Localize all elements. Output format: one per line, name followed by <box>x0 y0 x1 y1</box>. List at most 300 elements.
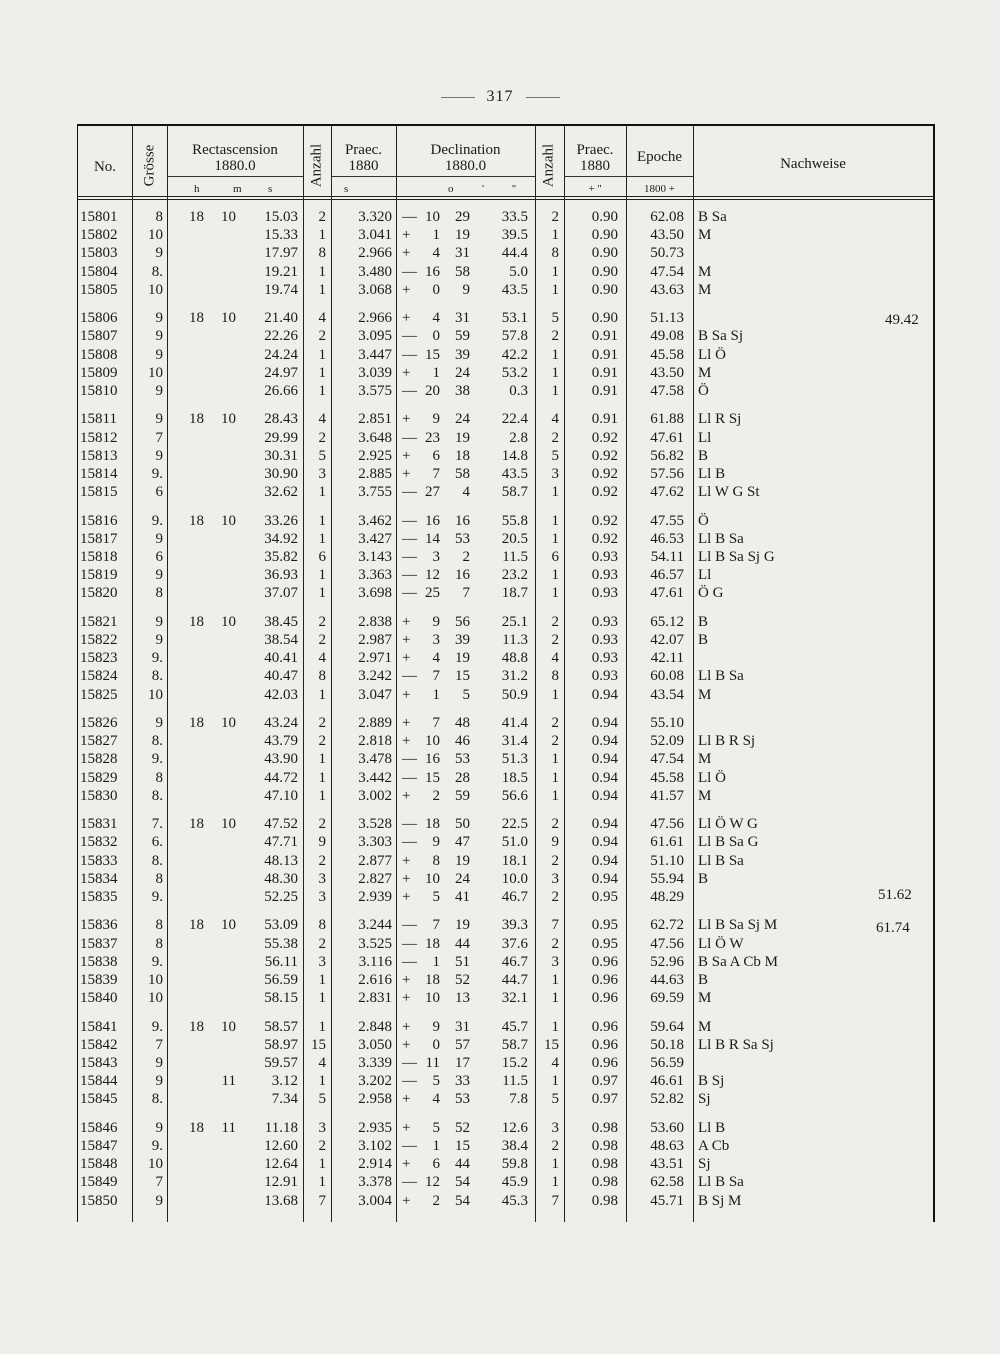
ra-precession: 3.478 <box>358 751 392 768</box>
star-number: 15836 <box>80 917 118 934</box>
ra-seconds: 40.41 <box>264 650 298 667</box>
decl-count: 3 <box>551 466 559 482</box>
epoch: 48.29 <box>650 889 684 905</box>
star-number: 15822 <box>80 632 118 648</box>
references: M <box>698 990 712 1007</box>
ra-seconds: 32.62 <box>264 484 298 501</box>
ra-precession: 3.363 <box>358 567 392 584</box>
magnitude: 9 <box>155 1073 163 1090</box>
decl-arcsec: 22.5 <box>501 816 528 833</box>
decl-count: 2 <box>551 816 559 833</box>
epoch: 69.59 <box>650 990 684 1007</box>
references: Ll Ö W <box>698 935 744 952</box>
magnitude: 9 <box>155 411 163 428</box>
epoch: 47.61 <box>650 585 684 602</box>
ra-count: 2 <box>318 816 326 833</box>
decl-precession: 0.90 <box>591 310 618 327</box>
decl-arcmin: 56 <box>455 613 470 630</box>
decl-arcmin: 44 <box>455 1156 470 1173</box>
decl-sign: — <box>402 917 417 934</box>
star-number: 15839 <box>80 972 118 988</box>
decl-degrees: 18 <box>425 816 440 833</box>
decl-count: 1 <box>551 1174 559 1191</box>
decl-degrees: 4 <box>432 650 440 667</box>
decl-arcmin: 31 <box>455 310 470 327</box>
decl-arcsec: 56.6 <box>501 787 528 804</box>
decl-precession: 0.93 <box>591 549 618 565</box>
decl-precession: 0.92 <box>591 484 618 501</box>
header-anzahl: Anzahl <box>308 143 325 188</box>
star-number: 15811 <box>80 411 117 428</box>
decl-degrees: 15 <box>425 346 440 363</box>
epoch: 45.71 <box>650 1192 684 1209</box>
epoch: 47.54 <box>650 751 684 768</box>
magnitude: 10 <box>148 227 163 244</box>
ra-count: 8 <box>318 917 326 934</box>
decl-arcmin: 24 <box>455 411 470 428</box>
ra-seconds: 3.12 <box>271 1073 298 1090</box>
decl-arcmin: 19 <box>455 429 470 446</box>
ra-seconds: 28.43 <box>264 411 298 428</box>
header-epoche: Epoche <box>637 149 682 165</box>
ra-count: 8 <box>318 668 326 685</box>
decl-arcsec: 2.8 <box>509 429 528 446</box>
ra-minutes: 11 <box>221 1119 236 1136</box>
decl-degrees: 5 <box>432 889 440 905</box>
star-number: 15844 <box>80 1073 118 1090</box>
epoch: 53.60 <box>650 1119 684 1136</box>
references: B <box>698 870 709 887</box>
ra-hours: 18 <box>189 1018 204 1035</box>
decl-count: 2 <box>551 209 559 225</box>
decl-degrees: 8 <box>432 852 440 869</box>
decl-arcsec: 58.7 <box>501 484 528 501</box>
decl-arcsec: 18.7 <box>501 585 528 602</box>
ra-count: 2 <box>318 1138 326 1154</box>
decl-arcsec: 37.6 <box>501 935 528 952</box>
epoch: 52.82 <box>650 1091 684 1108</box>
ra-seconds: 19.21 <box>264 263 298 280</box>
header-no: No. <box>93 159 117 175</box>
header-praec-2: Praec. <box>576 142 614 158</box>
decl-arcmin: 4 <box>462 484 470 501</box>
ra-precession: 3.041 <box>358 227 392 244</box>
ra-seconds: 56.11 <box>264 953 298 970</box>
decl-arcsec: 31.2 <box>501 668 528 685</box>
margin-note: 61.74 <box>876 920 910 936</box>
decl-arcsec: 45.9 <box>501 1174 528 1191</box>
decl-count: 4 <box>551 411 559 428</box>
decl-arcmin: 33 <box>455 1073 470 1090</box>
decl-arcsec: 11.5 <box>502 1073 528 1090</box>
references: Ll B <box>698 466 726 482</box>
ra-seconds: 56.59 <box>264 972 298 988</box>
decl-sign: — <box>402 484 417 501</box>
magnitude: 7 <box>155 1174 163 1191</box>
decl-degrees: 7 <box>432 715 440 731</box>
epoch: 48.63 <box>650 1138 684 1154</box>
decl-count: 2 <box>551 852 559 869</box>
decl-sign: + <box>402 889 411 905</box>
ra-seconds: 58.57 <box>264 1018 298 1035</box>
references: B <box>698 972 709 988</box>
decl-degrees: 18 <box>425 935 440 952</box>
references: Ö <box>698 383 709 399</box>
decl-count: 8 <box>551 245 559 262</box>
star-number: 15814 <box>80 466 118 482</box>
decl-arcmin: 28 <box>455 769 470 786</box>
references: B Sa A Cb M <box>698 953 779 970</box>
decl-degrees: 2 <box>432 787 440 804</box>
star-number: 15819 <box>80 567 118 584</box>
decl-precession: 0.92 <box>591 447 618 464</box>
decl-sign: — <box>402 668 417 685</box>
epoch: 47.58 <box>650 383 684 399</box>
ra-count: 1 <box>318 1174 326 1191</box>
references: Ll B Sa <box>698 530 744 547</box>
ra-seconds: 15.33 <box>264 227 298 244</box>
magnitude: 9. <box>151 1018 163 1035</box>
epoch: 56.59 <box>650 1055 684 1071</box>
unit-arcsec: '' <box>512 183 516 195</box>
ra-count: 4 <box>318 411 326 428</box>
epoch: 62.08 <box>650 209 684 225</box>
decl-arcmin: 58 <box>455 466 470 482</box>
star-number: 15820 <box>80 585 118 602</box>
decl-precession: 0.91 <box>591 411 618 428</box>
margin-note: 51.62 <box>878 887 912 903</box>
decl-precession: 0.94 <box>591 787 618 804</box>
decl-arcmin: 39 <box>455 632 470 648</box>
star-number: 15808 <box>80 346 118 363</box>
ra-seconds: 29.99 <box>264 429 298 446</box>
decl-arcmin: 59 <box>455 787 470 804</box>
ra-count: 1 <box>318 346 326 363</box>
decl-sign: — <box>402 328 417 345</box>
decl-precession: 0.95 <box>591 889 618 905</box>
ra-seconds: 12.60 <box>264 1138 298 1154</box>
unit-m: m <box>233 183 242 195</box>
decl-count: 2 <box>551 429 559 446</box>
unit-praec-2: + '' <box>588 183 602 195</box>
ra-precession: 2.966 <box>358 245 392 262</box>
star-number: 15837 <box>80 935 118 952</box>
decl-arcsec: 23.2 <box>501 567 528 584</box>
ra-seconds: 52.25 <box>264 889 298 905</box>
decl-precession: 0.92 <box>591 530 618 547</box>
decl-arcmin: 2 <box>462 549 470 565</box>
decl-count: 2 <box>551 889 559 905</box>
ra-precession: 2.935 <box>358 1119 392 1136</box>
ra-count: 5 <box>318 447 326 464</box>
star-number: 15835 <box>80 889 118 905</box>
ra-seconds: 38.54 <box>264 632 298 648</box>
decl-sign: + <box>402 245 411 262</box>
references: Ll Ö <box>698 346 726 363</box>
ra-precession: 2.971 <box>358 650 392 667</box>
header-rectascension: Rectascension <box>192 142 278 158</box>
references: Ll R Sj <box>698 411 742 428</box>
epoch: 43.54 <box>650 686 684 703</box>
decl-precession: 0.98 <box>591 1138 618 1154</box>
ra-hours: 18 <box>189 411 204 428</box>
decl-count: 4 <box>551 650 559 667</box>
decl-degrees: 16 <box>425 512 440 529</box>
decl-precession: 0.92 <box>591 512 618 529</box>
references: M <box>698 1018 712 1035</box>
decl-arcsec: 43.5 <box>501 281 528 298</box>
decl-sign: + <box>402 411 411 428</box>
decl-degrees: 3 <box>432 549 440 565</box>
decl-arcsec: 32.1 <box>501 990 528 1007</box>
decl-precession: 0.98 <box>591 1156 618 1173</box>
decl-arcmin: 17 <box>455 1055 470 1071</box>
decl-arcmin: 53 <box>455 1091 470 1108</box>
ra-seconds: 38.45 <box>264 613 298 630</box>
star-number: 15810 <box>80 383 118 399</box>
ra-minutes: 10 <box>221 310 236 327</box>
decl-arcmin: 19 <box>455 852 470 869</box>
star-number: 15806 <box>80 310 118 327</box>
decl-precession: 0.93 <box>591 650 618 667</box>
ra-precession: 3.480 <box>358 263 392 280</box>
ra-precession: 3.095 <box>358 328 392 345</box>
decl-degrees: 9 <box>432 834 440 851</box>
decl-arcsec: 44.7 <box>501 972 528 988</box>
ra-seconds: 43.24 <box>264 715 298 731</box>
decl-precession: 0.94 <box>591 751 618 768</box>
decl-degrees: 16 <box>425 751 440 768</box>
decl-sign: + <box>402 1119 411 1136</box>
epoch: 46.57 <box>650 567 684 584</box>
star-number: 15834 <box>80 870 118 887</box>
ra-minutes: 11 <box>221 1073 236 1090</box>
decl-arcsec: 59.8 <box>501 1156 528 1173</box>
magnitude: 9 <box>155 328 163 345</box>
decl-sign: — <box>402 834 417 851</box>
ra-count: 2 <box>318 852 326 869</box>
magnitude: 9. <box>151 466 163 482</box>
star-number: 15804 <box>80 263 118 280</box>
decl-degrees: 18 <box>425 972 440 988</box>
ra-minutes: 10 <box>221 512 236 529</box>
decl-arcsec: 42.2 <box>501 346 528 363</box>
decl-count: 3 <box>551 870 559 887</box>
star-number: 15818 <box>80 549 118 565</box>
ra-precession: 3.244 <box>358 917 392 934</box>
ra-seconds: 19.74 <box>264 281 298 298</box>
ra-precession: 3.202 <box>358 1073 392 1090</box>
ra-minutes: 10 <box>221 411 236 428</box>
ra-precession: 3.050 <box>358 1036 392 1053</box>
decl-count: 3 <box>551 1119 559 1136</box>
ra-precession: 2.966 <box>358 310 392 327</box>
decl-arcmin: 18 <box>455 447 470 464</box>
magnitude: 9 <box>155 1119 163 1136</box>
epoch: 50.18 <box>650 1036 684 1053</box>
decl-degrees: 27 <box>425 484 440 501</box>
references: M <box>698 686 712 703</box>
decl-precession: 0.90 <box>591 263 618 280</box>
ra-seconds: 48.13 <box>264 852 298 869</box>
decl-count: 1 <box>551 990 559 1007</box>
ra-count: 2 <box>318 328 326 345</box>
references: Ll B Sa Sj G <box>698 549 775 565</box>
epoch: 55.10 <box>650 715 684 731</box>
decl-arcmin: 15 <box>455 668 470 685</box>
epoch: 49.08 <box>650 328 684 345</box>
ra-count: 3 <box>318 466 326 482</box>
decl-count: 15 <box>544 1036 559 1053</box>
decl-precession: 0.94 <box>591 733 618 750</box>
decl-degrees: 1 <box>432 686 440 703</box>
magnitude: 8 <box>155 935 163 952</box>
decl-count: 1 <box>551 567 559 584</box>
ra-seconds: 48.30 <box>264 870 298 887</box>
decl-count: 1 <box>551 787 559 804</box>
decl-arcsec: 0.3 <box>509 383 528 399</box>
decl-count: 1 <box>551 1156 559 1173</box>
ra-seconds: 30.31 <box>264 447 298 464</box>
ra-precession: 2.987 <box>358 632 392 648</box>
decl-degrees: 0 <box>432 328 440 345</box>
ra-precession: 3.004 <box>358 1192 392 1209</box>
ra-precession: 3.378 <box>358 1174 392 1191</box>
ra-seconds: 21.40 <box>264 310 298 327</box>
decl-arcmin: 19 <box>455 650 470 667</box>
magnitude: 9 <box>155 245 163 262</box>
decl-arcmin: 9 <box>462 281 470 298</box>
header-rect-epoch: 1880.0 <box>214 158 256 174</box>
epoch: 52.09 <box>650 733 684 750</box>
ra-count: 2 <box>318 935 326 952</box>
decl-arcsec: 39.3 <box>501 917 528 934</box>
decl-precession: 0.96 <box>591 972 618 988</box>
ra-seconds: 42.03 <box>264 686 298 703</box>
references: B <box>698 632 709 648</box>
decl-arcsec: 46.7 <box>501 953 528 970</box>
magnitude: 8. <box>151 1091 163 1108</box>
ra-seconds: 11.18 <box>264 1119 298 1136</box>
ra-minutes: 10 <box>221 715 236 731</box>
decl-sign: — <box>402 512 417 529</box>
decl-arcmin: 57 <box>455 1036 470 1053</box>
ra-hours: 18 <box>189 917 204 934</box>
magnitude: 9 <box>155 1055 163 1071</box>
star-number: 15827 <box>80 733 118 750</box>
ra-seconds: 12.91 <box>264 1174 298 1191</box>
decl-precession: 0.94 <box>591 686 618 703</box>
decl-arcsec: 31.4 <box>501 733 528 750</box>
decl-arcsec: 46.7 <box>501 889 528 905</box>
ra-precession: 3.143 <box>358 549 392 565</box>
decl-precession: 0.91 <box>591 328 618 345</box>
ra-seconds: 47.52 <box>264 816 298 833</box>
decl-sign: + <box>402 1018 411 1035</box>
decl-arcmin: 16 <box>455 512 470 529</box>
epoch: 46.53 <box>650 530 684 547</box>
epoch: 47.56 <box>650 935 684 952</box>
decl-precession: 0.97 <box>591 1073 618 1090</box>
decl-arcmin: 15 <box>455 1138 470 1154</box>
decl-precession: 0.91 <box>591 383 618 399</box>
decl-degrees: 10 <box>425 990 440 1007</box>
decl-precession: 0.96 <box>591 1018 618 1035</box>
decl-count: 1 <box>551 769 559 786</box>
decl-arcmin: 53 <box>455 751 470 768</box>
ra-minutes: 10 <box>221 613 236 630</box>
decl-sign: + <box>402 733 411 750</box>
decl-sign: + <box>402 1156 411 1173</box>
ra-count: 1 <box>318 364 326 381</box>
ra-seconds: 44.72 <box>264 769 298 786</box>
decl-sign: + <box>402 990 411 1007</box>
epoch: 47.62 <box>650 484 684 501</box>
ra-count: 3 <box>318 889 326 905</box>
decl-count: 1 <box>551 227 559 244</box>
decl-count: 8 <box>551 668 559 685</box>
star-number: 15841 <box>80 1018 118 1035</box>
decl-count: 1 <box>551 686 559 703</box>
decl-sign: + <box>402 686 411 703</box>
ra-count: 3 <box>318 870 326 887</box>
decl-arcmin: 5 <box>462 686 470 703</box>
decl-arcsec: 58.7 <box>501 1036 528 1053</box>
epoch: 56.82 <box>650 447 684 464</box>
decl-degrees: 5 <box>432 1073 440 1090</box>
epoch: 45.58 <box>650 769 684 786</box>
decl-degrees: 7 <box>432 917 440 934</box>
magnitude: 8 <box>155 870 163 887</box>
ra-hours: 18 <box>189 715 204 731</box>
decl-arcsec: 33.5 <box>501 209 528 225</box>
unit-s: s <box>268 183 273 195</box>
decl-precession: 0.96 <box>591 953 618 970</box>
ra-seconds: 40.47 <box>264 668 298 685</box>
decl-count: 1 <box>551 585 559 602</box>
decl-sign: + <box>402 852 411 869</box>
references: Sj <box>698 1156 711 1173</box>
decl-sign: + <box>402 787 411 804</box>
decl-degrees: 6 <box>432 447 440 464</box>
star-number: 15848 <box>80 1156 118 1173</box>
epoch: 43.51 <box>650 1156 684 1173</box>
decl-arcsec: 53.2 <box>501 364 528 381</box>
decl-sign: + <box>402 715 411 731</box>
decl-precession: 0.92 <box>591 429 618 446</box>
ra-count: 1 <box>318 567 326 584</box>
star-number: 15802 <box>80 227 118 244</box>
ra-precession: 2.877 <box>358 852 392 869</box>
ra-count: 4 <box>318 310 326 327</box>
header-praec-year: 1880 <box>348 158 379 174</box>
ra-precession: 3.047 <box>358 686 392 703</box>
epoch: 47.55 <box>650 512 684 529</box>
decl-arcmin: 31 <box>455 245 470 262</box>
magnitude: 8 <box>155 917 163 934</box>
epoch: 43.50 <box>650 227 684 244</box>
decl-arcmin: 13 <box>455 990 470 1007</box>
decl-arcmin: 59 <box>455 328 470 345</box>
epoch: 42.11 <box>650 650 684 667</box>
ra-hours: 18 <box>189 613 204 630</box>
decl-arcmin: 29 <box>455 209 470 225</box>
magnitude: 9. <box>151 1138 163 1154</box>
magnitude: 9 <box>155 715 163 731</box>
epoch: 57.56 <box>650 466 684 482</box>
decl-sign: + <box>402 1192 411 1209</box>
ra-precession: 2.885 <box>358 466 392 482</box>
